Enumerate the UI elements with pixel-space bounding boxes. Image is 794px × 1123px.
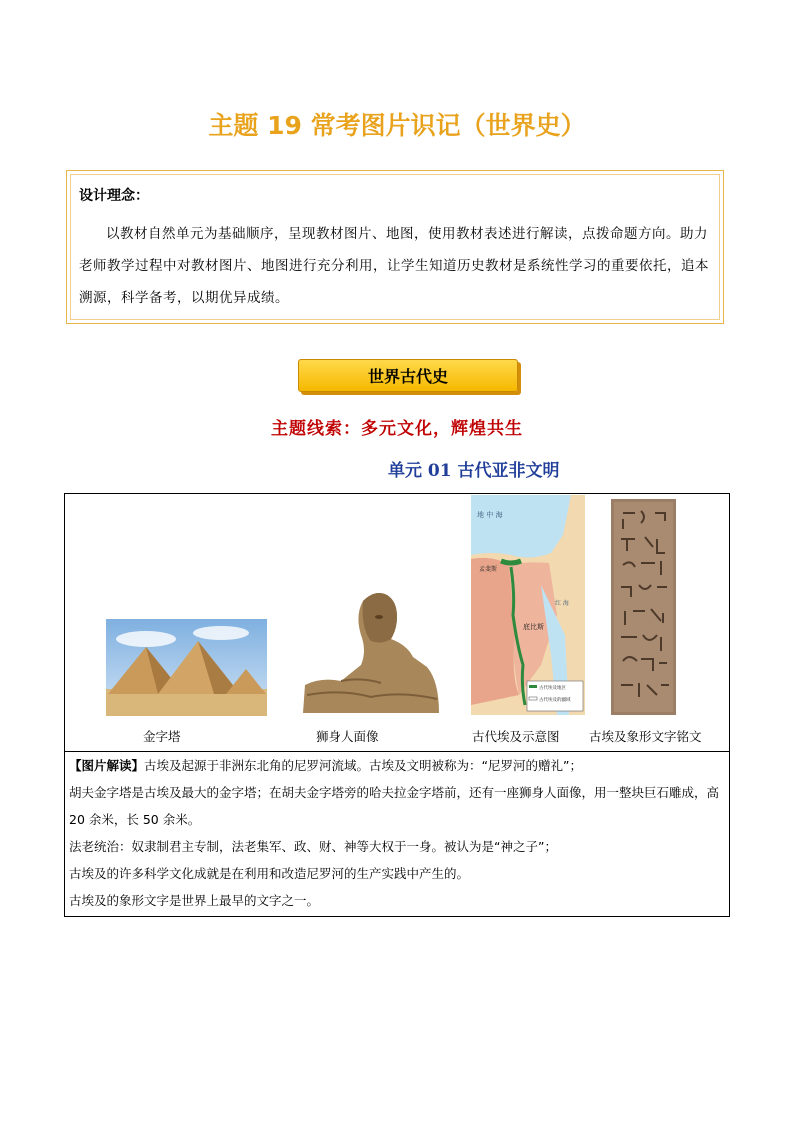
picture-reading <box>69 752 725 914</box>
reading-line: 古埃及的许多科学文化成就是在利用和改造尼罗河的生产实践中产生的。 <box>69 866 470 881</box>
reading-line-text: 古埃及起源于非洲东北角的尼罗河流域。古埃及文明被称为：“尼罗河的赠礼”； <box>144 758 582 773</box>
design-concept-inner <box>70 174 720 320</box>
reading-line: 古埃及的象形文字是世界上最早的文字之一。 <box>69 893 320 908</box>
map-sea-label: 地 中 海 <box>477 511 503 519</box>
theme-line: 主题线索：多元文化，辉煌共生 <box>271 419 523 439</box>
image-row <box>65 494 729 752</box>
design-concept-heading: 设计理念： <box>79 188 149 204</box>
sphinx-caption: 狮身人面像 <box>316 729 379 744</box>
section-tab: 世界古代史 <box>298 359 518 392</box>
page-title: 主题 19 常考图片识记（世界史） <box>208 111 586 140</box>
reading-line: 胡夫金字塔是古埃及最大的金字塔；在胡夫金字塔旁的哈夫拉金字塔前，还有一座狮身人面像，用一整块巨石雕成，高 20 余米，长 50 余米。 <box>69 785 720 827</box>
reading-line: 法老统治：奴隶制君主专制，法老集军、政、财、神等大权于一身。被认为是“神之子”； <box>69 839 557 854</box>
reading-tag: 【图片解读】 <box>69 758 145 773</box>
map-legend-label: 古代埃及的疆域 <box>539 698 571 703</box>
map-city-label: 孟斐斯 <box>479 566 498 573</box>
map-city-label: 底比斯 <box>523 623 544 631</box>
design-concept-text: 以教材自然单元为基础顺序，呈现教材图片、地图，使用教材表述进行解读，点拨命题方向。助力老师教学过程中对教材图片、地图进行充分利用，让学生知道历史教材是系统性学习的重要依托，追本溯源，科学备考，以期优异成绩。 <box>79 226 709 306</box>
hieroglyph-stele-image <box>611 499 676 715</box>
unit-title: 单元 01 古代亚非文明 <box>388 461 560 481</box>
pyramids-caption: 金字塔 <box>143 729 181 744</box>
pyramids-image <box>106 619 267 716</box>
reading-line <box>69 752 725 779</box>
design-concept-box <box>66 170 724 324</box>
hieroglyph-caption: 古埃及象形文字铭文 <box>589 729 702 744</box>
map-legend-label: 古代埃及地区 <box>539 686 566 691</box>
sphinx-image <box>301 585 441 713</box>
map-red-sea-label: 红 海 <box>555 600 569 607</box>
map-caption: 古代埃及示意图 <box>472 729 560 744</box>
egypt-map-image <box>471 495 585 715</box>
image-table <box>64 493 730 917</box>
